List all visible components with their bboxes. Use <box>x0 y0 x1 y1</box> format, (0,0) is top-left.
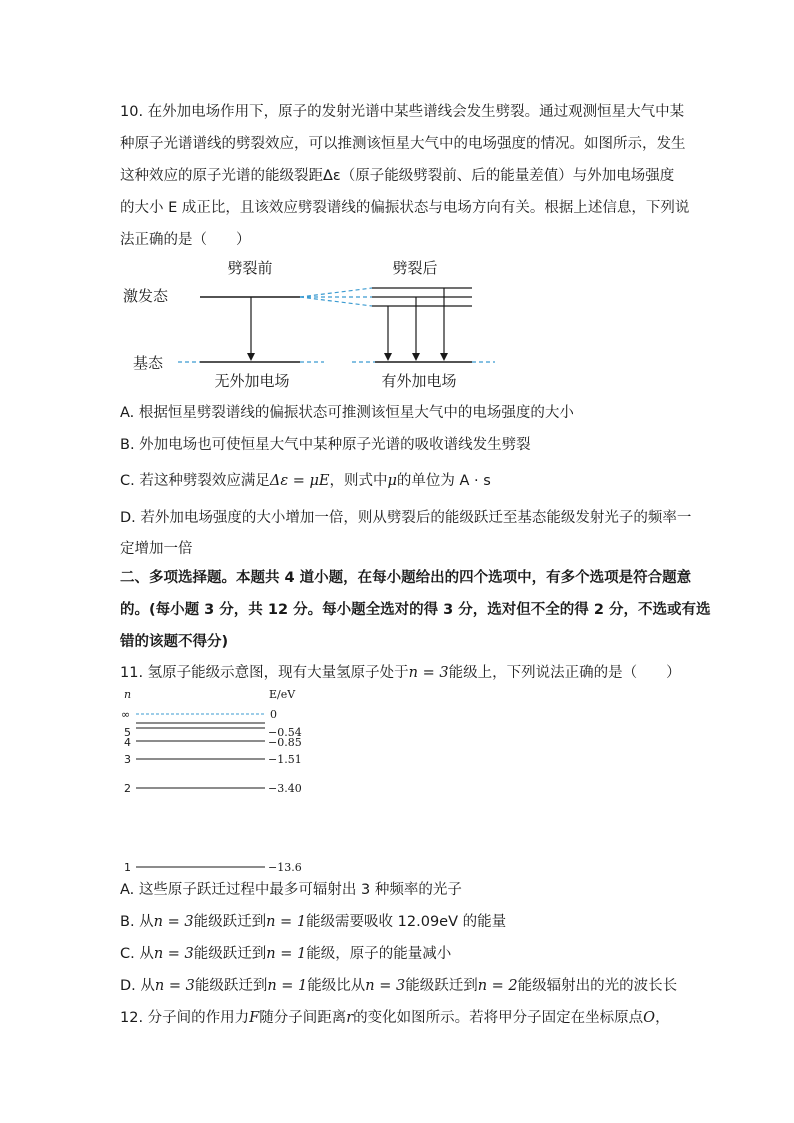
q11-stem-pre: 11. 氢原子能级示意图，现有大量氢原子处于 <box>120 665 409 681</box>
q11-d-n2: n = 2 <box>477 978 518 994</box>
q12-f: F <box>249 1010 260 1026</box>
section2-line-2: 的。(每小题 3 分，共 12 分。每小题全选对的得 3 分，选对但不全的得 2 分，不选或有选 <box>120 602 711 618</box>
q11-d-n1: n = 1 <box>267 978 308 994</box>
level-2-n: 2 <box>124 782 131 795</box>
q10-line-4: 的大小 E 成正比，且该效应劈裂谱线的偏振状态与电场方向有关。根据上述信息，下列说 <box>120 200 690 216</box>
level-inf-n: ∞ <box>121 708 131 721</box>
level-5-e: −0.54 <box>268 726 302 739</box>
q11-d-text-5: 能级辐射出的光的波长长 <box>517 978 678 994</box>
q11-d-text-3: 能级比从 <box>307 978 366 994</box>
split-connector-bottom <box>300 297 372 306</box>
caption-no-field: 无外加电场 <box>214 372 290 390</box>
q11-d-text-4: 能级跃迁到 <box>405 978 478 994</box>
axis-n-label: n <box>124 688 132 701</box>
q11-d-text-1: D. 从 <box>120 978 155 994</box>
level-inf-e: 0 <box>270 708 277 721</box>
split-connector-top <box>300 288 372 297</box>
q11-b-text-2: 能级跃迁到 <box>193 914 267 930</box>
section2-line-1: 二、多项选择题。本题共 4 道小题，在每小题给出的四个选项中，有多个选项是符合题意 <box>120 570 692 586</box>
q11-d-n3: n = 3 <box>154 978 195 994</box>
q10-option-c-post: 的单位为 A · s <box>396 473 491 489</box>
label-excited-state: 激发态 <box>123 287 169 305</box>
q10-option-a: A. 根据恒星劈裂谱线的偏振状态可推测该恒星大气中的电场强度的大小 <box>120 405 574 421</box>
energy-splitting-diagram <box>0 250 794 400</box>
q10-option-d-line-1: D. 若外加电场强度的大小增加一倍，则从劈裂后的能级跃迁至基态能级发射光子的频率一 <box>120 510 692 526</box>
arrowhead-left <box>247 353 255 361</box>
arrowhead-2 <box>412 353 420 361</box>
q11-c-n3: n = 3 <box>153 946 194 962</box>
q11-stem-formula: n = 3 <box>408 665 449 681</box>
q12-text-1: 12. 分子间的作用力 <box>120 1010 250 1026</box>
label-after-split: 劈裂后 <box>392 259 438 277</box>
level-1-e: −13.6 <box>268 861 302 874</box>
q10-line-3: 这种效应的原子光谱的能级裂距Δε（原子能级劈裂前、后的能量差值）与外加电场强度 <box>120 168 675 184</box>
section2-line-3: 错的该题不得分) <box>120 634 229 650</box>
level-1-n: 1 <box>124 861 131 874</box>
q10-option-c <box>120 471 680 491</box>
q11-option-a: A. 这些原子跃迁过程中最多可辐射出 3 种频率的光子 <box>120 882 462 898</box>
q11-b-text-1: B. 从 <box>120 914 154 930</box>
label-ground-state: 基态 <box>133 354 164 372</box>
q11-option-c <box>120 944 680 964</box>
axis-e-label: E/eV <box>269 688 296 701</box>
q11-d-n3b: n = 3 <box>365 978 406 994</box>
q10-line-1: 10. 在外加电场作用下，原子的发射光谱中某些谱线会发生劈裂。通过观测恒星大气中某 <box>120 104 685 120</box>
q10-line-5: 法正确的是（ ） <box>120 232 251 248</box>
q11-c-text-1: C. 从 <box>120 946 154 962</box>
q11-stem <box>120 663 680 683</box>
q12-stem <box>120 1008 680 1028</box>
level-5-n: 5 <box>124 726 131 739</box>
q11-option-d <box>120 976 680 996</box>
q12-o: O <box>643 1010 656 1026</box>
label-before-split: 劈裂前 <box>227 259 273 277</box>
q12-text-2: 随分子间距离 <box>259 1010 347 1026</box>
q11-c-n1: n = 1 <box>266 946 307 962</box>
hydrogen-energy-level-diagram <box>0 684 794 874</box>
q10-option-c-pre: C. 若这种劈裂效应满足 <box>120 473 270 489</box>
q11-c-text-3: 能级，原子的能量减小 <box>306 946 452 962</box>
q12-r: r <box>346 1010 354 1026</box>
q10-option-c-mu: μ <box>387 473 397 489</box>
q12-text-4: ， <box>655 1010 670 1026</box>
q10-option-b: B. 外加电场也可使恒星大气中某种原子光谱的吸收谱线发生劈裂 <box>120 437 531 453</box>
q10-line-2: 种原子光谱谱线的劈裂效应，可以推测该恒星大气中的电场强度的情况。如图所示，发生 <box>120 136 686 152</box>
level-3-e: −1.51 <box>268 753 302 766</box>
level-4-e: −0.85 <box>268 736 302 749</box>
q11-option-b <box>120 912 680 932</box>
q12-text-3: 的变化如图所示。若将甲分子固定在坐标原点 <box>353 1010 644 1026</box>
level-4-n: 4 <box>124 736 131 749</box>
arrowhead-1 <box>384 353 392 361</box>
level-3-n: 3 <box>124 753 131 766</box>
q11-b-text-3: 能级需要吸收 12.09eV 的能量 <box>306 914 507 930</box>
level-2-e: −3.40 <box>268 782 302 795</box>
q11-d-text-2: 能级跃迁到 <box>194 978 268 994</box>
caption-with-field: 有外加电场 <box>381 372 457 390</box>
q11-c-text-2: 能级跃迁到 <box>193 946 267 962</box>
q11-stem-post: 能级上，下列说法正确的是（ ） <box>448 665 681 681</box>
q11-b-n1: n = 1 <box>266 914 307 930</box>
q10-option-c-mid: ，则式中 <box>329 473 388 489</box>
q11-b-n3: n = 3 <box>153 914 194 930</box>
arrowhead-3 <box>440 353 448 361</box>
q10-option-d-line-2: 定增加一倍 <box>120 541 193 557</box>
q10-option-c-formula: Δε = μE <box>269 473 330 489</box>
